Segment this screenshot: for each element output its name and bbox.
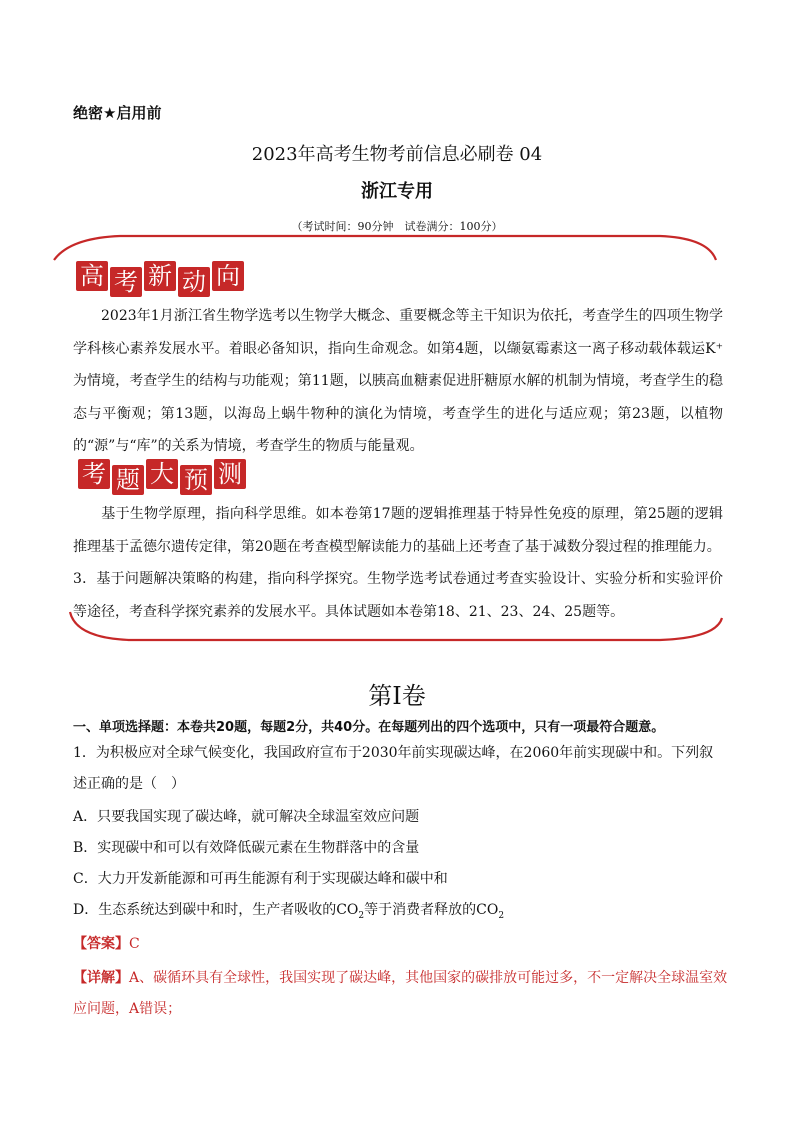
detail-text: A、碳循环具有全球性，我国实现了碳达峰，其他国家的碳排放可能过多，不一定解决全球温室效应问题，A错误； [73, 970, 728, 1017]
paper-subtitle: 浙江专用 [361, 181, 433, 202]
banner-char: 高 [76, 261, 108, 291]
answer-value: C [129, 936, 140, 952]
frame-top-curve [40, 222, 740, 262]
exam-info: （考试时间：90分钟 试卷满分：100分） [291, 220, 503, 233]
prediction-text-b: 3．基于问题解决策略的构建，指向科学探究。生物学选考试卷通过考查实验设计、实验分析和实验评价等途径，考查科学探究素养的发展水平。具体试题如本卷第18、21、23、24、25题等。 [73, 571, 723, 620]
option-c: C．大力开发新能源和可再生能源有利于实现碳达峰和碳中和 [73, 871, 448, 887]
option-d-text: 等于消费者释放的CO [364, 902, 499, 918]
option-d-text: D．生态系统达到碳中和时，生产者吸收的CO [73, 902, 359, 918]
banner-char: 考 [78, 459, 110, 489]
prediction-text-a: 基于生物学原理，指向科学思维。如本卷第17题的逻辑推理基于特异性免疫的原理，第25题的逻辑推理基于孟德尔遗传定律，第20题在考查模型解读能力的基础上还考查了基于减数分裂过程的推理能力。 [73, 506, 723, 555]
option-b: B．实现碳中和可以有效降低碳元素在生物群落中的含量 [73, 840, 420, 856]
banner-char: 题 [112, 465, 144, 495]
section-heading: 一、单项选择题：本卷共20题，每题2分，共40分。在每题列出的四个选项中，只有一项最符合题意。 [73, 720, 665, 735]
banner-char: 向 [212, 261, 244, 291]
paper-title: 2023年高考生物考前信息必刷卷 04 [251, 144, 543, 165]
subscript: 2 [498, 910, 505, 921]
question-stem: 1．为积极应对全球气候变化，我国政府宣布于2030年前实现碳达峰，在2060年前实现碳中和。下列叙述正确的是（ ） [73, 745, 714, 792]
prediction-paragraph [73, 498, 723, 628]
volume-title: 第Ⅰ卷 [368, 682, 426, 710]
option-d [73, 899, 504, 921]
subscript: 2 [358, 910, 365, 921]
banner-char: 预 [180, 465, 212, 495]
banner-char: 动 [178, 267, 210, 297]
banner-char: 考 [110, 267, 142, 297]
secret-mark: 绝密★启用前 [73, 104, 162, 122]
banner-char: 大 [146, 459, 178, 489]
banner-char: 新 [144, 261, 176, 291]
intro-paragraph: 2023年1月浙江省生物学选考以生物学大概念、重要概念等主干知识为依托，考查学生的四项生物学学科核心素养发展水平。着眼必备知识，指向生命观念。如第4题，以缬氨霉素这一离子移动载体载运K⁺为情境，考查学生的结构与功能观；第11题，以胰高血糖素促进肝糖原水解的机制为情境，考查学生的稳态与平衡观；第13题，以海岛上蜗牛物种的演化为情境，考查学生的进化与适应观；第23题，以植物的“源”与“库”的关系为情境，考查学生的物质与能量观。 [73, 308, 723, 454]
answer-line [73, 933, 140, 953]
banner-exam-prediction [78, 459, 248, 493]
detail-explanation [73, 963, 728, 1025]
banner-exam-trends [76, 261, 246, 295]
option-a: A．只要我国实现了碳达峰，就可解决全球温室效应问题 [73, 809, 420, 825]
answer-label: 【答案】 [73, 936, 129, 952]
detail-label: 【详解】 [73, 970, 129, 986]
banner-char: 测 [214, 459, 246, 489]
